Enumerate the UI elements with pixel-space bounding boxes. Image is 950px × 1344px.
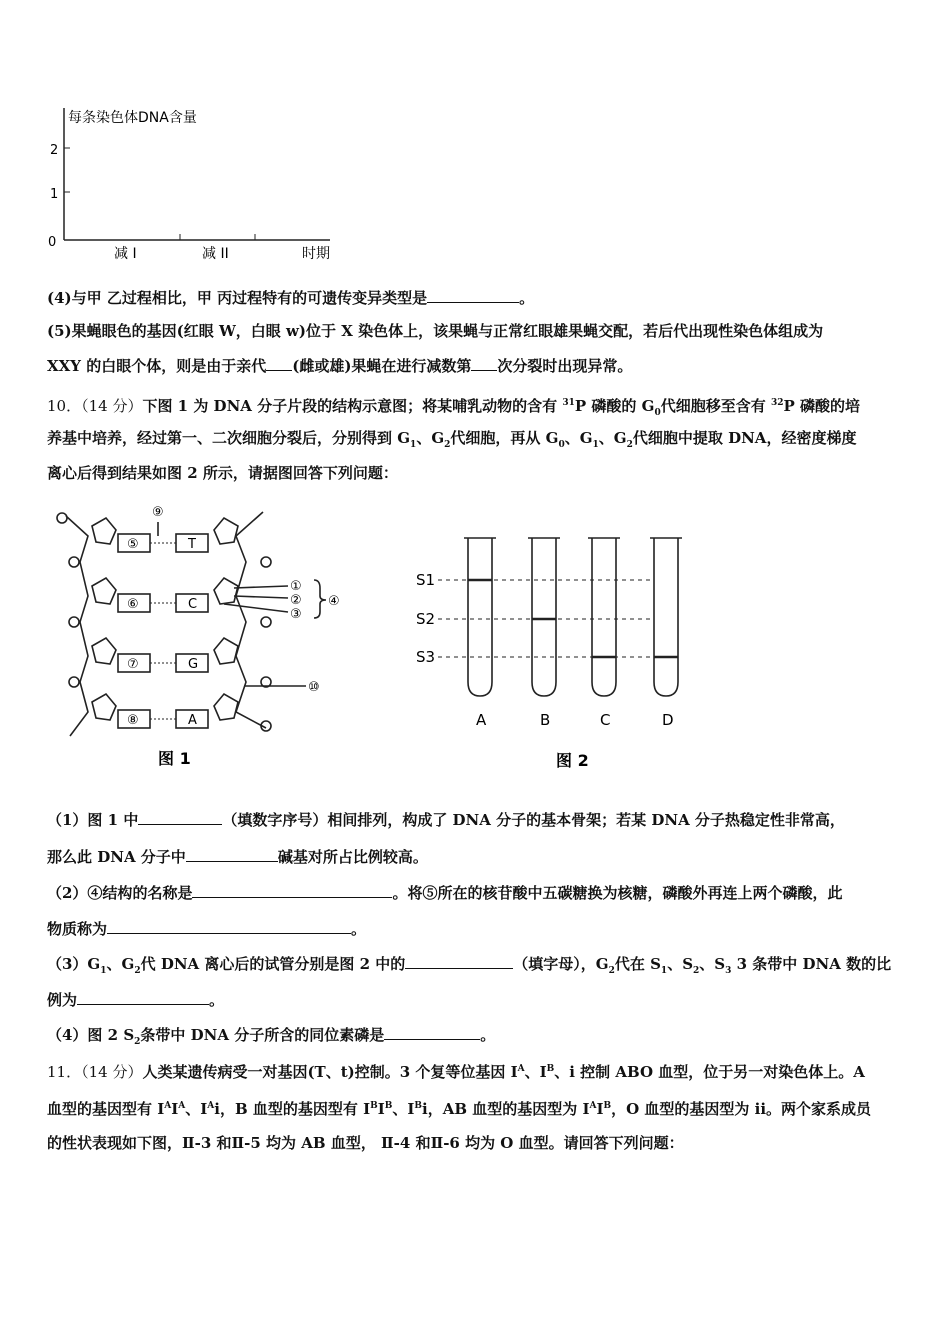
q10-a2-line1: （2）④结构的名称是 。将⑤所在的核苷酸中五碳糖换为核糖，磷酸外再连上两个磷酸，此 xyxy=(47,884,843,902)
tube-a: A xyxy=(476,711,487,729)
q11-line1: 11．（14 分）人类某遗传病受一对基因(T、t)控制。3 个复等位基因 $I^A$、$I^B$、i 控制 ABO 血型，位于另一对染色体上。A xyxy=(47,1063,865,1081)
dna-content-graph xyxy=(40,100,350,265)
q10-a3-line2: 例为 。 xyxy=(47,991,225,1009)
q9-part5-line1: (5)果蝇眼色的基因(红眼 W，白眼 w)位于 X 染色体上，该果蝇与正常红眼雄果蝇交配，若后代出现性染色体组成为 xyxy=(47,322,824,340)
q10-line1: 10．（14 分）下图 1 为 DNA 分子片段的结构示意图；将某哺乳动物的含有 $^{31}$P 磷酸的 $G_0$代细胞移至含有 $^{32}$P 磷酸的培 xyxy=(47,397,860,418)
blank[interactable] xyxy=(107,918,351,934)
graph-x3: 时期 xyxy=(302,246,330,262)
q11-line3: 的性状表现如下图，Ⅱ-3 和Ⅱ-5 均为 AB 血型， Ⅱ-4 和Ⅱ-6 均为 O 血型。请回答下列问题： xyxy=(47,1134,684,1152)
q9-part4: (4)与甲 乙过程相比，甲 丙过程特有的可遗传变异类型是 。 xyxy=(47,289,535,307)
q9-part5-line2: XXY 的白眼个体，则是由于亲代 (雌或雄)果蝇在进行减数第 次分裂时出现异常。 xyxy=(47,357,633,375)
fig1-caption: 图 1 xyxy=(158,749,191,768)
fig2-caption: 图 2 xyxy=(556,751,589,770)
q10-a2-line2: 物质称为 。 xyxy=(47,920,367,938)
fig1-base-left-3: ⑦ xyxy=(127,657,139,672)
graph-y1: 1 xyxy=(50,187,59,202)
band-s2: S2 xyxy=(416,610,436,628)
graph-x2: 减 II xyxy=(202,246,229,262)
fig1-label-9: ⑨ xyxy=(152,505,164,520)
fig1-label-4: ④ xyxy=(328,594,340,609)
fig1-label-3: ③ xyxy=(290,607,302,622)
band-s1: S1 xyxy=(416,571,436,589)
q10-a1-line2: 那么此 DNA 分子中 碱基对所占比例较高。 xyxy=(47,848,428,866)
q10-a4: （4）图 2 $S_2$条带中 DNA 分子所含的同位素磷是 。 xyxy=(47,1026,496,1047)
graph-y2: 2 xyxy=(50,143,59,158)
blank[interactable] xyxy=(266,355,292,371)
graph-x1: 减 I xyxy=(114,246,137,262)
q10-a1-line1: （1）图 1 中 （填数字序号）相间排列，构成了 DNA 分子的基本骨架；若某 DNA 分子热稳定性非常高， xyxy=(47,811,845,829)
blank[interactable] xyxy=(77,989,209,1005)
fig1-base-right-1: T xyxy=(188,537,196,552)
fig1-label-10: ⑩ xyxy=(308,680,320,695)
q10-line3: 离心后得到结果如图 2 所示，请据图回答下列问题： xyxy=(47,464,398,482)
blank[interactable] xyxy=(427,287,519,303)
figure-1-dna-structure xyxy=(48,500,348,775)
fig1-base-left-1: ⑤ xyxy=(127,537,139,552)
fig1-base-left-2: ⑥ xyxy=(127,597,139,612)
fig1-label-1: ① xyxy=(290,579,302,594)
graph-y0: 0 xyxy=(48,235,57,250)
blank[interactable] xyxy=(471,355,497,371)
graph-ylabel: 每条染色体DNA含量 xyxy=(68,110,197,126)
fig1-base-right-3: G xyxy=(188,657,199,672)
fig1-base-right-2: C xyxy=(188,597,198,612)
blank[interactable] xyxy=(384,1024,480,1040)
q10-a3-line1: $(3)G_1$、$G_2$代 DNA 离心后的试管分别是图 2 中的 （填字母），$G_2$代在 $S_1$、$S_2$、$S_3$ 3 条带中 DNA 数的比 xyxy=(47,955,892,976)
blank[interactable] xyxy=(192,882,392,898)
fig1-base-right-4: A xyxy=(188,713,197,728)
q11-line2: 血型的基因型有 $I^AI^A$、$I^Ai$，B 血型的基因型有 $I^BI^B$、$I^Bi$，AB 血型的基因型为 $I^AI^B$，O 血型的基因型为 ii。两个家系成员 xyxy=(47,1100,872,1118)
band-s3: S3 xyxy=(416,648,436,666)
blank[interactable] xyxy=(138,809,222,825)
blank[interactable] xyxy=(405,953,513,969)
blank[interactable] xyxy=(186,846,278,862)
tube-b: B xyxy=(540,711,551,729)
fig1-base-left-4: ⑧ xyxy=(127,713,139,728)
fig1-label-2: ② xyxy=(290,593,302,608)
figure-2-tubes xyxy=(410,530,710,775)
tube-c: C xyxy=(600,711,611,729)
q10-line2: 养基中培养，经过第一、二次细胞分裂后，分别得到 $G_1$、$G_2$代细胞，再从 $G_0$、$G_1$、$G_2$代细胞中提取 DNA，经密度梯度 xyxy=(47,429,857,450)
tube-d: D xyxy=(662,711,674,729)
